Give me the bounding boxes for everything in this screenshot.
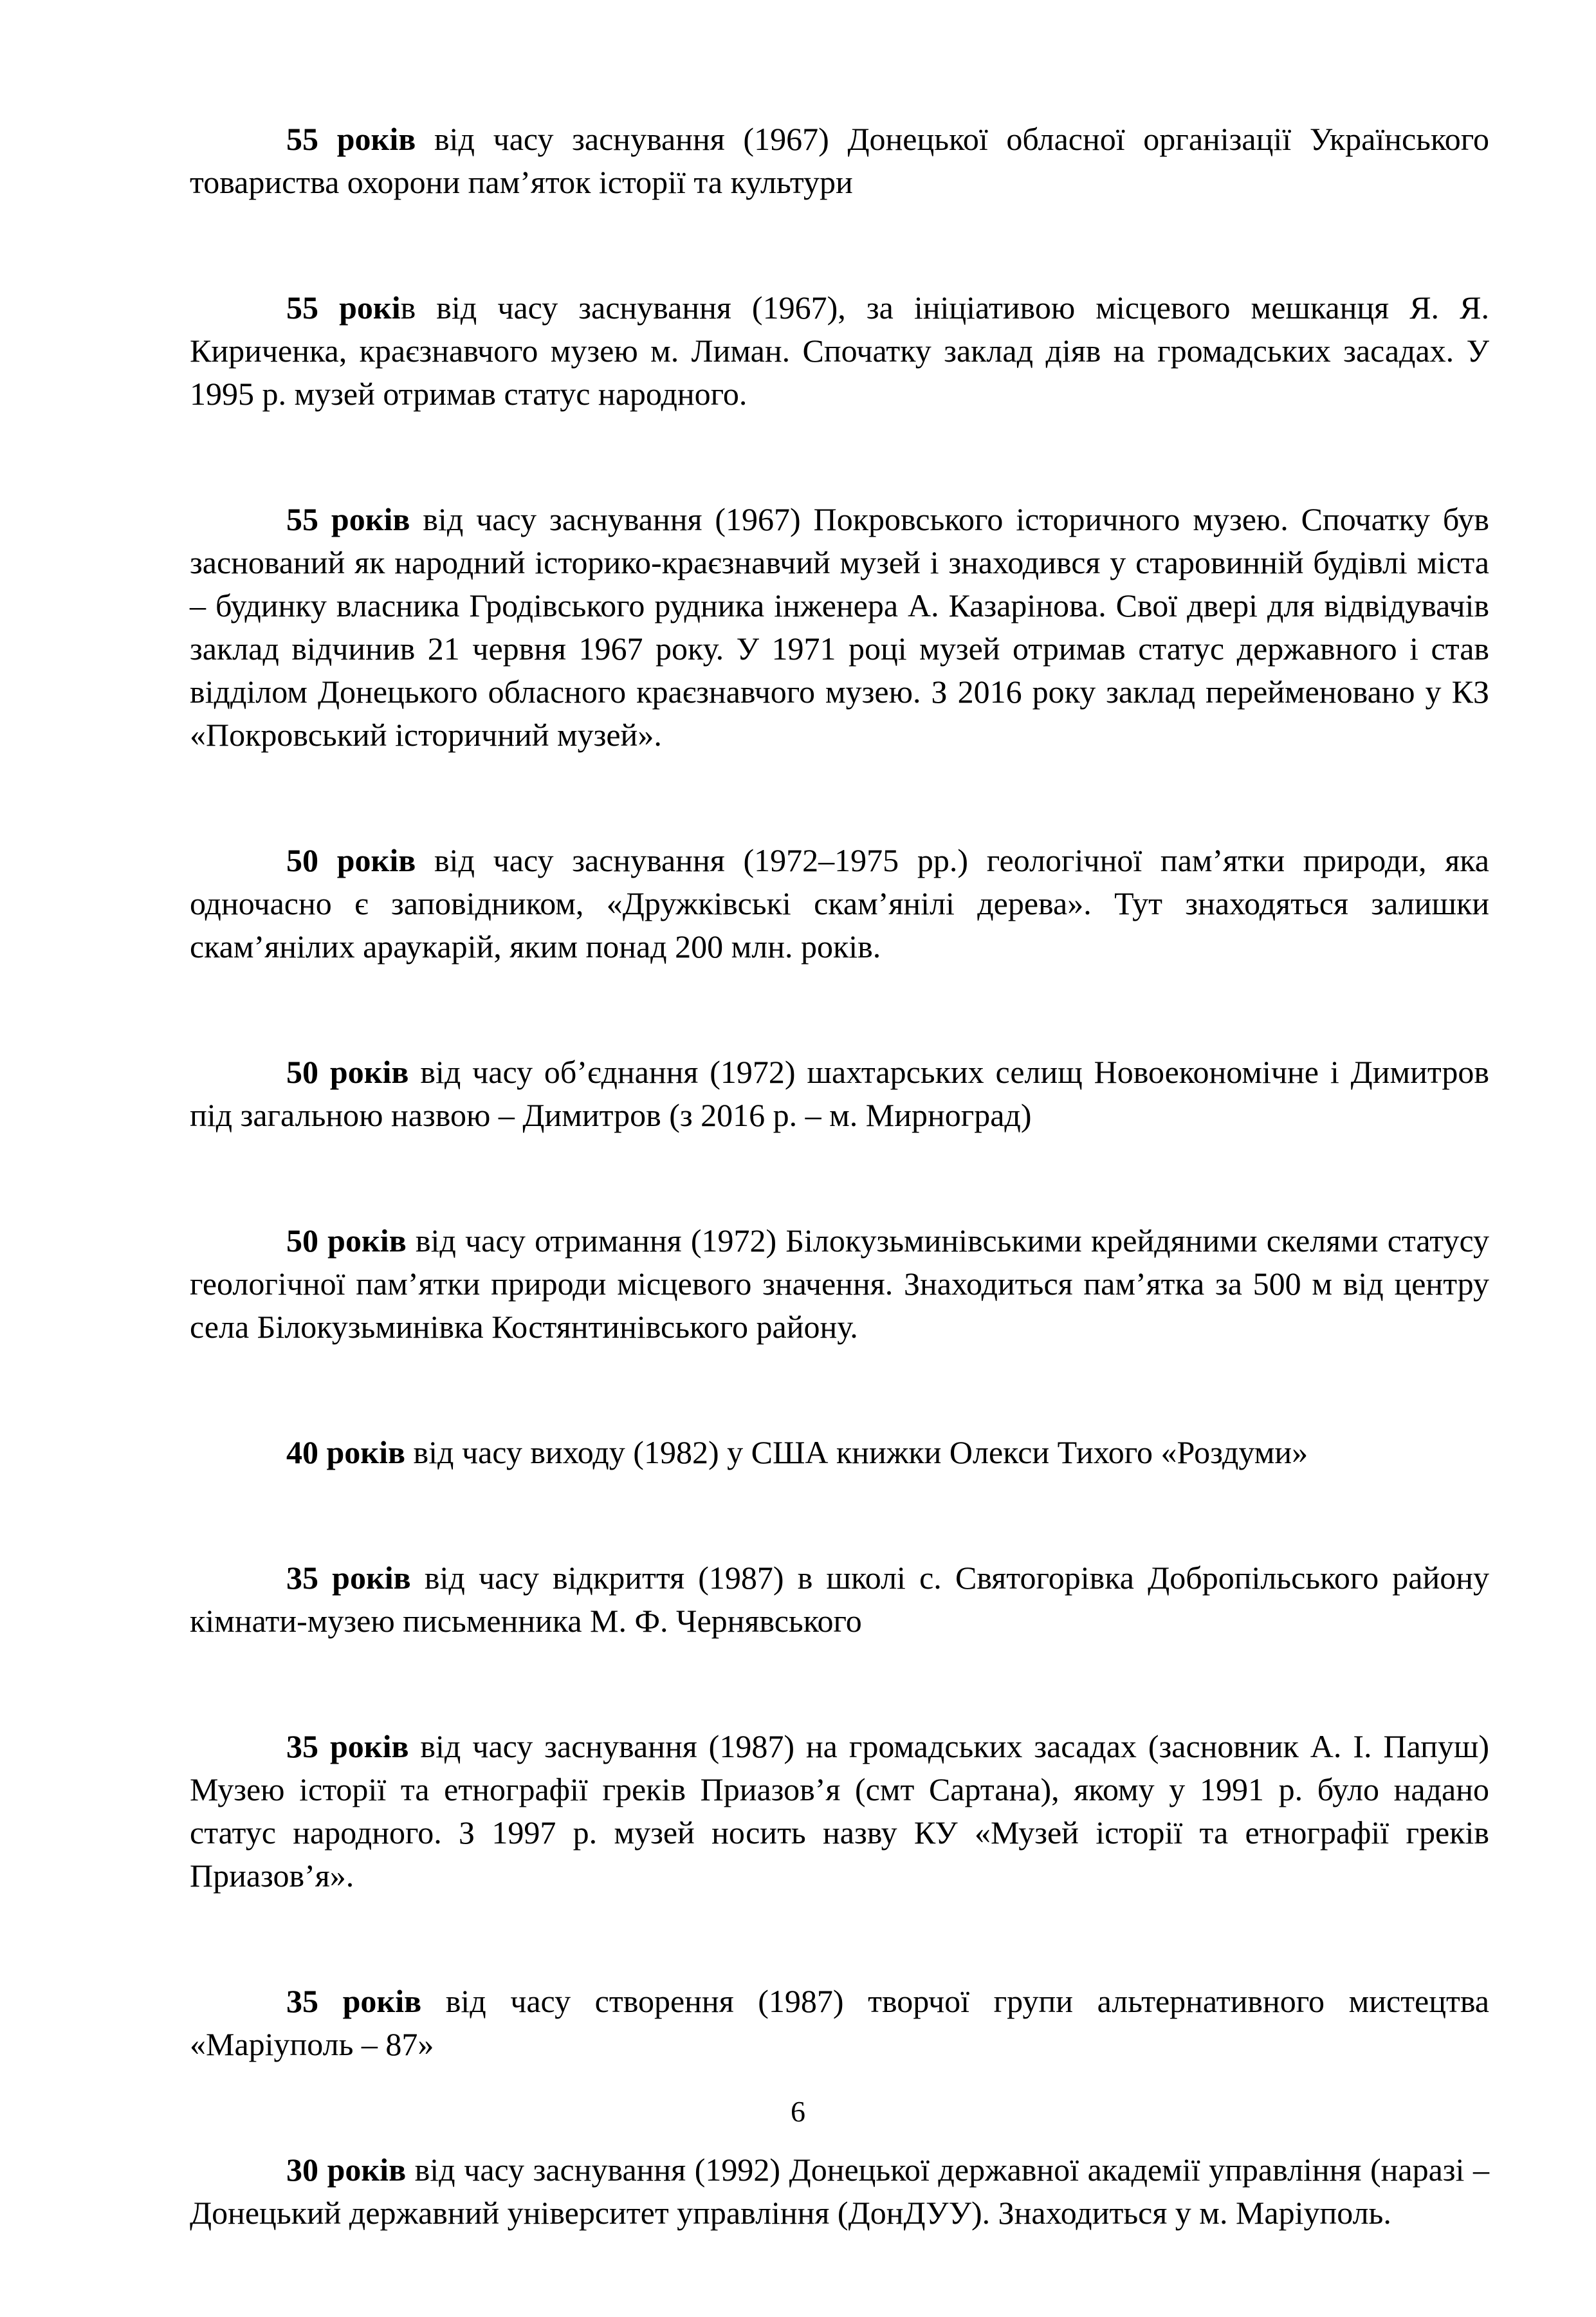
entry-text: від часу заснування (1967) Покровського історичного музею. Спочатку був заснований як народний історико-краєзнавчий музей і знаходився у старовинній будівлі міста – будинку власника Гродівського рудника інженера А. Казарінова. Свої двері для відвідувачів заклад відчинив 21 червня 1967 року. У 1971 році музей отримав статус державного і став відділом Донецького обласного краєзнавчого музею. З 2016 року заклад перейменовано у КЗ «Покровський історичний музей».	[190, 501, 1489, 753]
entry-text: від часу заснування (1967) Донецької обласної організації Українського товариства охорони пам’яток історії та культури	[190, 121, 1490, 200]
anniversary-entry-4	[190, 839, 1489, 968]
entry-years: 55 років	[286, 501, 410, 537]
anniversary-entry-5	[190, 1051, 1489, 1137]
entry-years: 35 років	[286, 1560, 411, 1596]
anniversary-entry-7	[190, 1431, 1489, 1474]
anniversary-entry-9	[190, 1725, 1489, 1897]
entry-years: 50 років	[286, 1223, 407, 1259]
entry-text: від часу виходу (1982) у США книжки Олекси Тихого «Роздуми»	[405, 1434, 1308, 1470]
entry-text: від часу заснування (1972–1975 рр.) геологічної пам’ятки природи, яка одночасно є заповідником, «Дружківські скам’янілі дерева». Тут знаходяться залишки скам’янілих араукарій, яким понад 200 млн. років.	[190, 842, 1490, 965]
entry-years: 35 років	[286, 1983, 422, 2019]
entry-text: від часу отримання (1972) Білокузьминівськими крейдяними скелями статусу геологічної пам’ятки природи місцевого значення. Знаходиться пам’ятка за 500 м від центру села Білокузьминівка Костянтинівського району.	[190, 1223, 1489, 1345]
page-number: 6	[791, 2095, 805, 2128]
entry-text: від часу відкриття (1987) в школі с. Святогорівка Добропільського району кімнати-музею письменника М. Ф. Чернявського	[190, 1560, 1489, 1639]
entry-text: від часу створення (1987) творчої групи альтернативного мистецтва «Маріуполь – 87»	[190, 1983, 1489, 2062]
document-body	[190, 118, 1489, 2317]
entry-years: 50 років	[286, 1054, 409, 1090]
anniversary-entry-10	[190, 1980, 1489, 2066]
entry-years: 55 рокі	[286, 290, 401, 326]
entry-years: 40 років	[286, 1434, 406, 1470]
anniversary-entry-2	[190, 286, 1489, 416]
entry-years: 55 років	[286, 121, 416, 157]
entry-text: від часу об’єднання (1972) шахтарських селищ Новоекономічне і Димитров під загальною назвою – Димитров (з 2016 р. – м. Мирноград)	[190, 1054, 1489, 1133]
entry-years: 35 років	[286, 1728, 409, 1764]
anniversary-entry-3	[190, 498, 1489, 757]
entry-years: 50 років	[286, 842, 416, 878]
entry-text: від часу заснування (1987) на громадських засадах (засновник А. І. Папуш) Музею історії та етнографії греків Приазов’я (смт Сартана), якому у 1991 р. було надано статус народного. З 1997 р. музей носить назву КУ «Музей історії та етнографії греків Приазов’я».	[190, 1728, 1489, 1894]
entry-years: 30 років	[286, 2152, 407, 2188]
anniversary-entry-11	[190, 2148, 1489, 2235]
anniversary-entry-8	[190, 1556, 1489, 1643]
anniversary-entry-6	[190, 1219, 1489, 1349]
entry-text: в від часу заснування (1967), за ініціативою місцевого мешканця Я. Я. Кириченка, краєзнавчого музею м. Лиман. Спочатку заклад діяв на громадських засадах. У 1995 р. музей отримав статус народного.	[190, 290, 1489, 412]
anniversary-entry-1	[190, 118, 1489, 204]
entry-text: від часу заснування (1992) Донецької державної академії управління (наразі – Донецький державний університет управління (ДонДУУ). Знаходиться у м. Маріуполь.	[190, 2152, 1490, 2231]
